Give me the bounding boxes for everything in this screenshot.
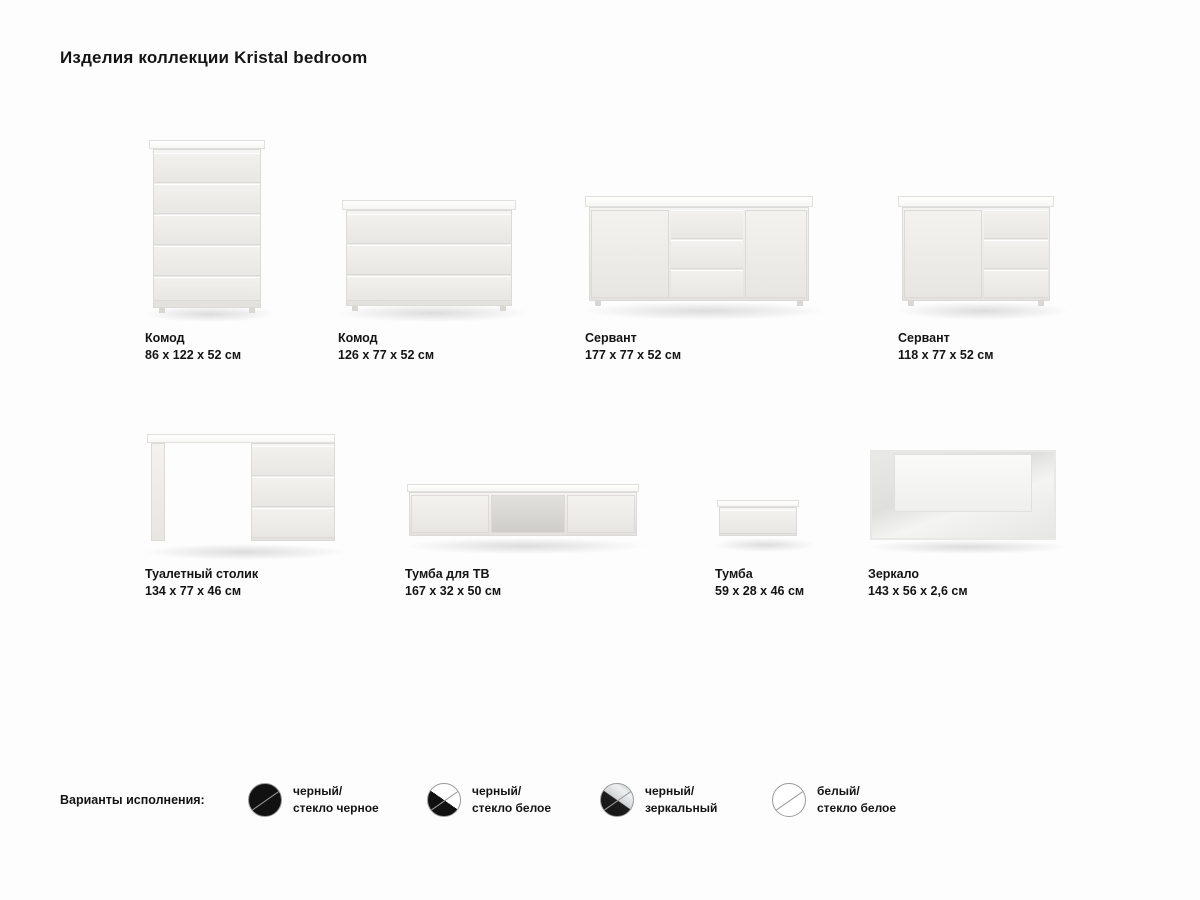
drawer — [252, 477, 334, 507]
leg — [500, 306, 506, 311]
cabinet-top — [717, 500, 799, 507]
drop-shadow — [585, 302, 825, 320]
swatch-white-glass-white-icon — [772, 783, 806, 817]
product-dims-1: 126 x 77 x 52 см — [338, 347, 435, 362]
product-dims-2: 177 x 77 x 52 см — [585, 347, 682, 362]
product-dims-6: 59 x 28 x 46 см — [715, 583, 805, 598]
product-name-7: Зеркало — [868, 567, 920, 581]
leg — [908, 301, 914, 306]
finish-line-1: черный/ — [293, 784, 343, 799]
drawer — [671, 240, 743, 269]
drawer — [984, 210, 1048, 239]
drawer — [984, 240, 1048, 269]
leg — [352, 306, 358, 311]
finish-option-text-0 — [293, 783, 379, 817]
product-name-4: Туалетный столик — [145, 567, 259, 581]
finish-option-2[interactable] — [600, 775, 717, 825]
finish-line-1: белый/ — [817, 784, 860, 799]
finish-line-2: стекло белое — [472, 801, 552, 815]
product-card-3 — [898, 140, 1118, 364]
drawer — [347, 245, 511, 275]
drawer — [671, 210, 743, 239]
door-left — [904, 210, 982, 298]
swatch-black-glass-black-icon — [248, 783, 282, 817]
finish-option-text-3 — [817, 783, 896, 817]
product-card-2 — [585, 140, 845, 364]
page-title: Изделия коллекции Kristal bedroom — [60, 48, 368, 67]
product-name-2: Сервант — [585, 331, 637, 345]
drop-shadow — [715, 538, 815, 552]
product-name-1: Комод — [338, 331, 378, 345]
product-illustration-4 — [145, 428, 385, 556]
leg — [595, 301, 601, 306]
finish-line-2: стекло белое — [817, 801, 897, 815]
table-leg-panel — [151, 443, 165, 541]
product-card-7 — [868, 428, 1088, 600]
drawer — [154, 153, 260, 183]
product-dims-0: 86 x 122 x 52 см — [145, 347, 242, 362]
door-right — [567, 495, 635, 533]
door-left — [591, 210, 669, 298]
drawer — [154, 184, 260, 214]
swatch-black-mirror-icon — [600, 783, 634, 817]
leg — [797, 301, 803, 306]
product-card-5 — [405, 428, 655, 600]
leg — [159, 308, 165, 313]
drawer — [154, 277, 260, 301]
product-dims-5: 167 x 32 x 50 см — [405, 583, 502, 598]
product-illustration-1 — [338, 140, 568, 320]
cabinet-top — [342, 200, 516, 210]
finish-option-text-1 — [472, 783, 551, 817]
cabinet-top — [898, 196, 1054, 207]
finish-options-label: Варианты исполнения: — [60, 793, 205, 807]
drop-shadow — [145, 544, 345, 560]
product-card-1 — [338, 140, 568, 364]
finish-option-0[interactable] — [248, 775, 379, 825]
product-dims-7: 143 x 56 x 2,6 см — [868, 583, 968, 598]
finish-line-2: зеркальный — [645, 801, 718, 815]
product-illustration-3 — [898, 140, 1118, 320]
drawer — [671, 270, 743, 298]
product-card-6 — [715, 428, 875, 600]
product-illustration-7 — [868, 428, 1088, 556]
finish-line-1: черный/ — [472, 784, 522, 799]
table-top — [147, 434, 335, 443]
product-illustration-2 — [585, 140, 845, 320]
finish-option-3[interactable] — [772, 775, 896, 825]
cabinet-top — [407, 484, 639, 492]
finish-line-1: черный/ — [645, 784, 695, 799]
leg — [249, 308, 255, 313]
mirror-reflection — [894, 454, 1032, 512]
drawer — [347, 214, 511, 244]
swatch-black-glass-white-icon — [427, 783, 461, 817]
cabinet-top — [149, 140, 265, 149]
product-name-3: Сервант — [898, 331, 950, 345]
product-illustration-6 — [715, 428, 875, 556]
finish-line-2: стекло черное — [293, 801, 379, 815]
product-dims-4: 134 x 77 x 46 см — [145, 583, 242, 598]
product-name-5: Тумба для ТВ — [405, 567, 490, 581]
product-dims-3: 118 x 77 x 52 см — [898, 347, 994, 362]
finish-option-1[interactable] — [427, 775, 551, 825]
drawer — [154, 215, 260, 245]
product-illustration-5 — [405, 428, 655, 556]
drawer — [984, 270, 1048, 298]
product-name-0: Комод — [145, 331, 185, 345]
drop-shadow — [868, 540, 1068, 554]
drawer — [154, 246, 260, 276]
drawer — [252, 446, 334, 476]
finish-option-text-2 — [645, 783, 717, 817]
drawer — [347, 276, 511, 301]
finish-options — [60, 775, 1140, 835]
open-shelf — [491, 495, 565, 533]
drop-shadow — [405, 538, 645, 554]
drawer — [252, 508, 334, 538]
product-card-4 — [145, 428, 385, 600]
door-right — [745, 210, 807, 298]
product-name-6: Тумба — [715, 567, 753, 581]
cabinet-top — [585, 196, 813, 207]
leg — [1038, 301, 1044, 306]
door-left — [411, 495, 489, 533]
drawer — [720, 510, 796, 534]
